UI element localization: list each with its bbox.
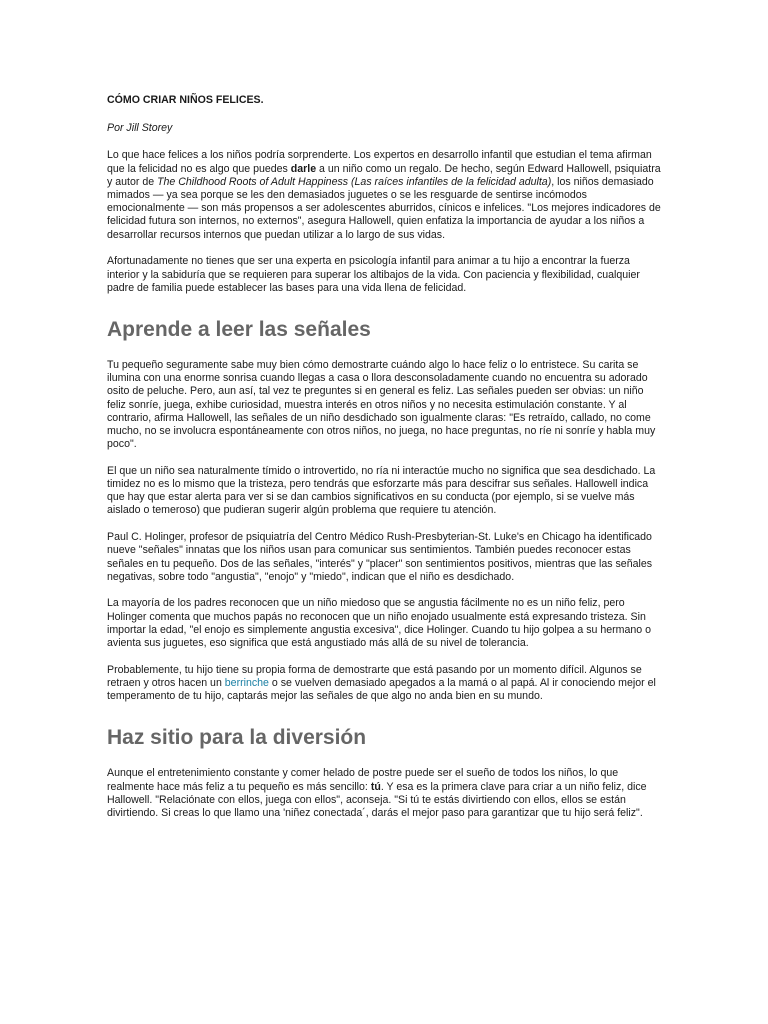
emphasis-darle: darle [290, 162, 317, 175]
intro-paragraph-1: Lo que hace felices a los niños podría sorprenderte. Los expertos en desarrollo infantil que estudian el tema afirman que la felicidad no es algo que puedes darle a un niño como un regalo. De hecho, según Edward Hallowell, psiquiatra y autor de The Childhood Roots of Adult Happiness (Las raíces infantiles de la felicidad adulta), los niños demasiado mimados — ya sea porque se les den demasiados juguetes o se les resguarde de sentirse incómodos emocionalmente — son más propensos a ser adolescentes aburridos, cínicos e infelices. "Los mejores indicadores de felicidad futura son internos, no externos", asegura Hallowell, quien enfatiza la importancia de ayudar a los niños a desarrollar recursos internos que puedan utilizar a lo largo de sus vidas. [107, 149, 661, 241]
link-berrinche[interactable]: berrinche [224, 677, 269, 689]
document-body [107, 94, 663, 834]
emphasis-tu: tú [370, 780, 381, 793]
section1-paragraph-2: El que un niño sea naturalmente tímido o introvertido, no ría ni interactúe mucho no significa que sea desdichado. La timidez no es lo mismo que la tristeza, pero tendrás que esforzarte más para descifrar sus señales. Hallowell indica que hay que estar alerta para ver si se dan cambios significativos en su conducta (por ejemplo, si se vuelve más aislado o temeroso) que pudieran sugerir algún problema que requiere tu atención. [107, 464, 656, 517]
document-author: Por Jill Storey [107, 122, 173, 135]
document-title: CÓMO CRIAR NIÑOS FELICES. [107, 94, 264, 106]
section2-paragraph-1: Aunque el entretenimiento constante y comer helado de postre puede ser el sueño de todos los niños, lo que realmente hace más feliz a tu pequeño es más sencillo: tú. Y esa es la primera clave para criar a un niño feliz, dice Hallowell. "Relaciónate con ellos, juega con ellos", aconseja. "Si tú te estás divirtiendo con ellos, ellos se están divirtiendo. Si creas lo que llamo una 'niñez conectada´, darás el mejor paso para garantizar que tu hijo será feliz". [107, 767, 647, 820]
section1-paragraph-3: Paul C. Holinger, profesor de psiquiatría del Centro Médico Rush-Presbyterian-St. Luke's en Chicago ha identificado nueve "señales" innatas que los niños usan para comunicar sus sentimientos. También puedes reconocer estas señales en tu pequeño. Dos de las señales, "interés" y "placer" son sentimientos positivos, mientras que las señales negativas, sobre todo "angustia", "enojo" y "miedo", indican que el niño es desdichado. [107, 531, 653, 583]
book-title: The Childhood Roots of Adult Happiness (Las raíces infantiles de la felicidad adulta) [157, 175, 552, 188]
section1-paragraph-1: Tu pequeño seguramente sabe muy bien cómo demostrarte cuándo algo lo hace feliz o lo entristece. Su carita se ilumina con una enorme sonrisa cuando llegas a casa o llora desconsoladamente cuando no encuentra su adorado osito de peluche. Pero, aun así, tal vez te preguntes si en general es feliz. Las señales pueden ser obvias: un niño feliz sonríe, juega, exhibe curiosidad, muestra interés en otros niños y no necesita estimulación constante. Y al contrario, afirma Hallowell, las señales de un niño desdichado son igualmente claras: "Es retraído, callado, no come mucho, no se involucra espontáneamente con otros niños, no juega, no hace preguntas, no ríe ni sonríe y habla muy poco". [107, 358, 656, 451]
section-heading-diversion: Haz sitio para la diversión [107, 726, 367, 750]
intro-paragraph-2: Afortunadamente no tienes que ser una experta en psicología infantil para animar a tu hijo a encontrar la fuerza interior y la sabiduría que se requieren para superar los altibajos de la vida. Con paciencia y flexibilidad, cualquier padre de familia puede establecer las bases para una vida llena de felicidad. [107, 255, 640, 294]
section-heading-senales: Aprende a leer las señales [107, 317, 371, 341]
section1-paragraph-5: Probablemente, tu hijo tiene su propia forma de demostrarte que está pasando por un momento difícil. Algunos se retraen y otros hacen un berrinche o se vuelven demasiado apegados a la mamá o al papá. Al ir conociendo mejor el temperamento de tu hijo, captarás mejor las señales de que algo no anda bien en su mundo. [107, 663, 656, 703]
section1-paragraph-4: La mayoría de los padres reconocen que un niño miedoso que se angustia fácilmente no es un niño feliz, pero Holinger comenta que muchos papás no reconocen que un niño enojado usualmente está expresando tristeza. Sin importar la edad, "el enojo es simplemente angustia excesiva", dice Holinger. Cuando tu hijo golpea a su hermano o avienta sus juguetes, eso significa que está angustiado más allá de su nivel de tolerancia. [107, 597, 652, 650]
